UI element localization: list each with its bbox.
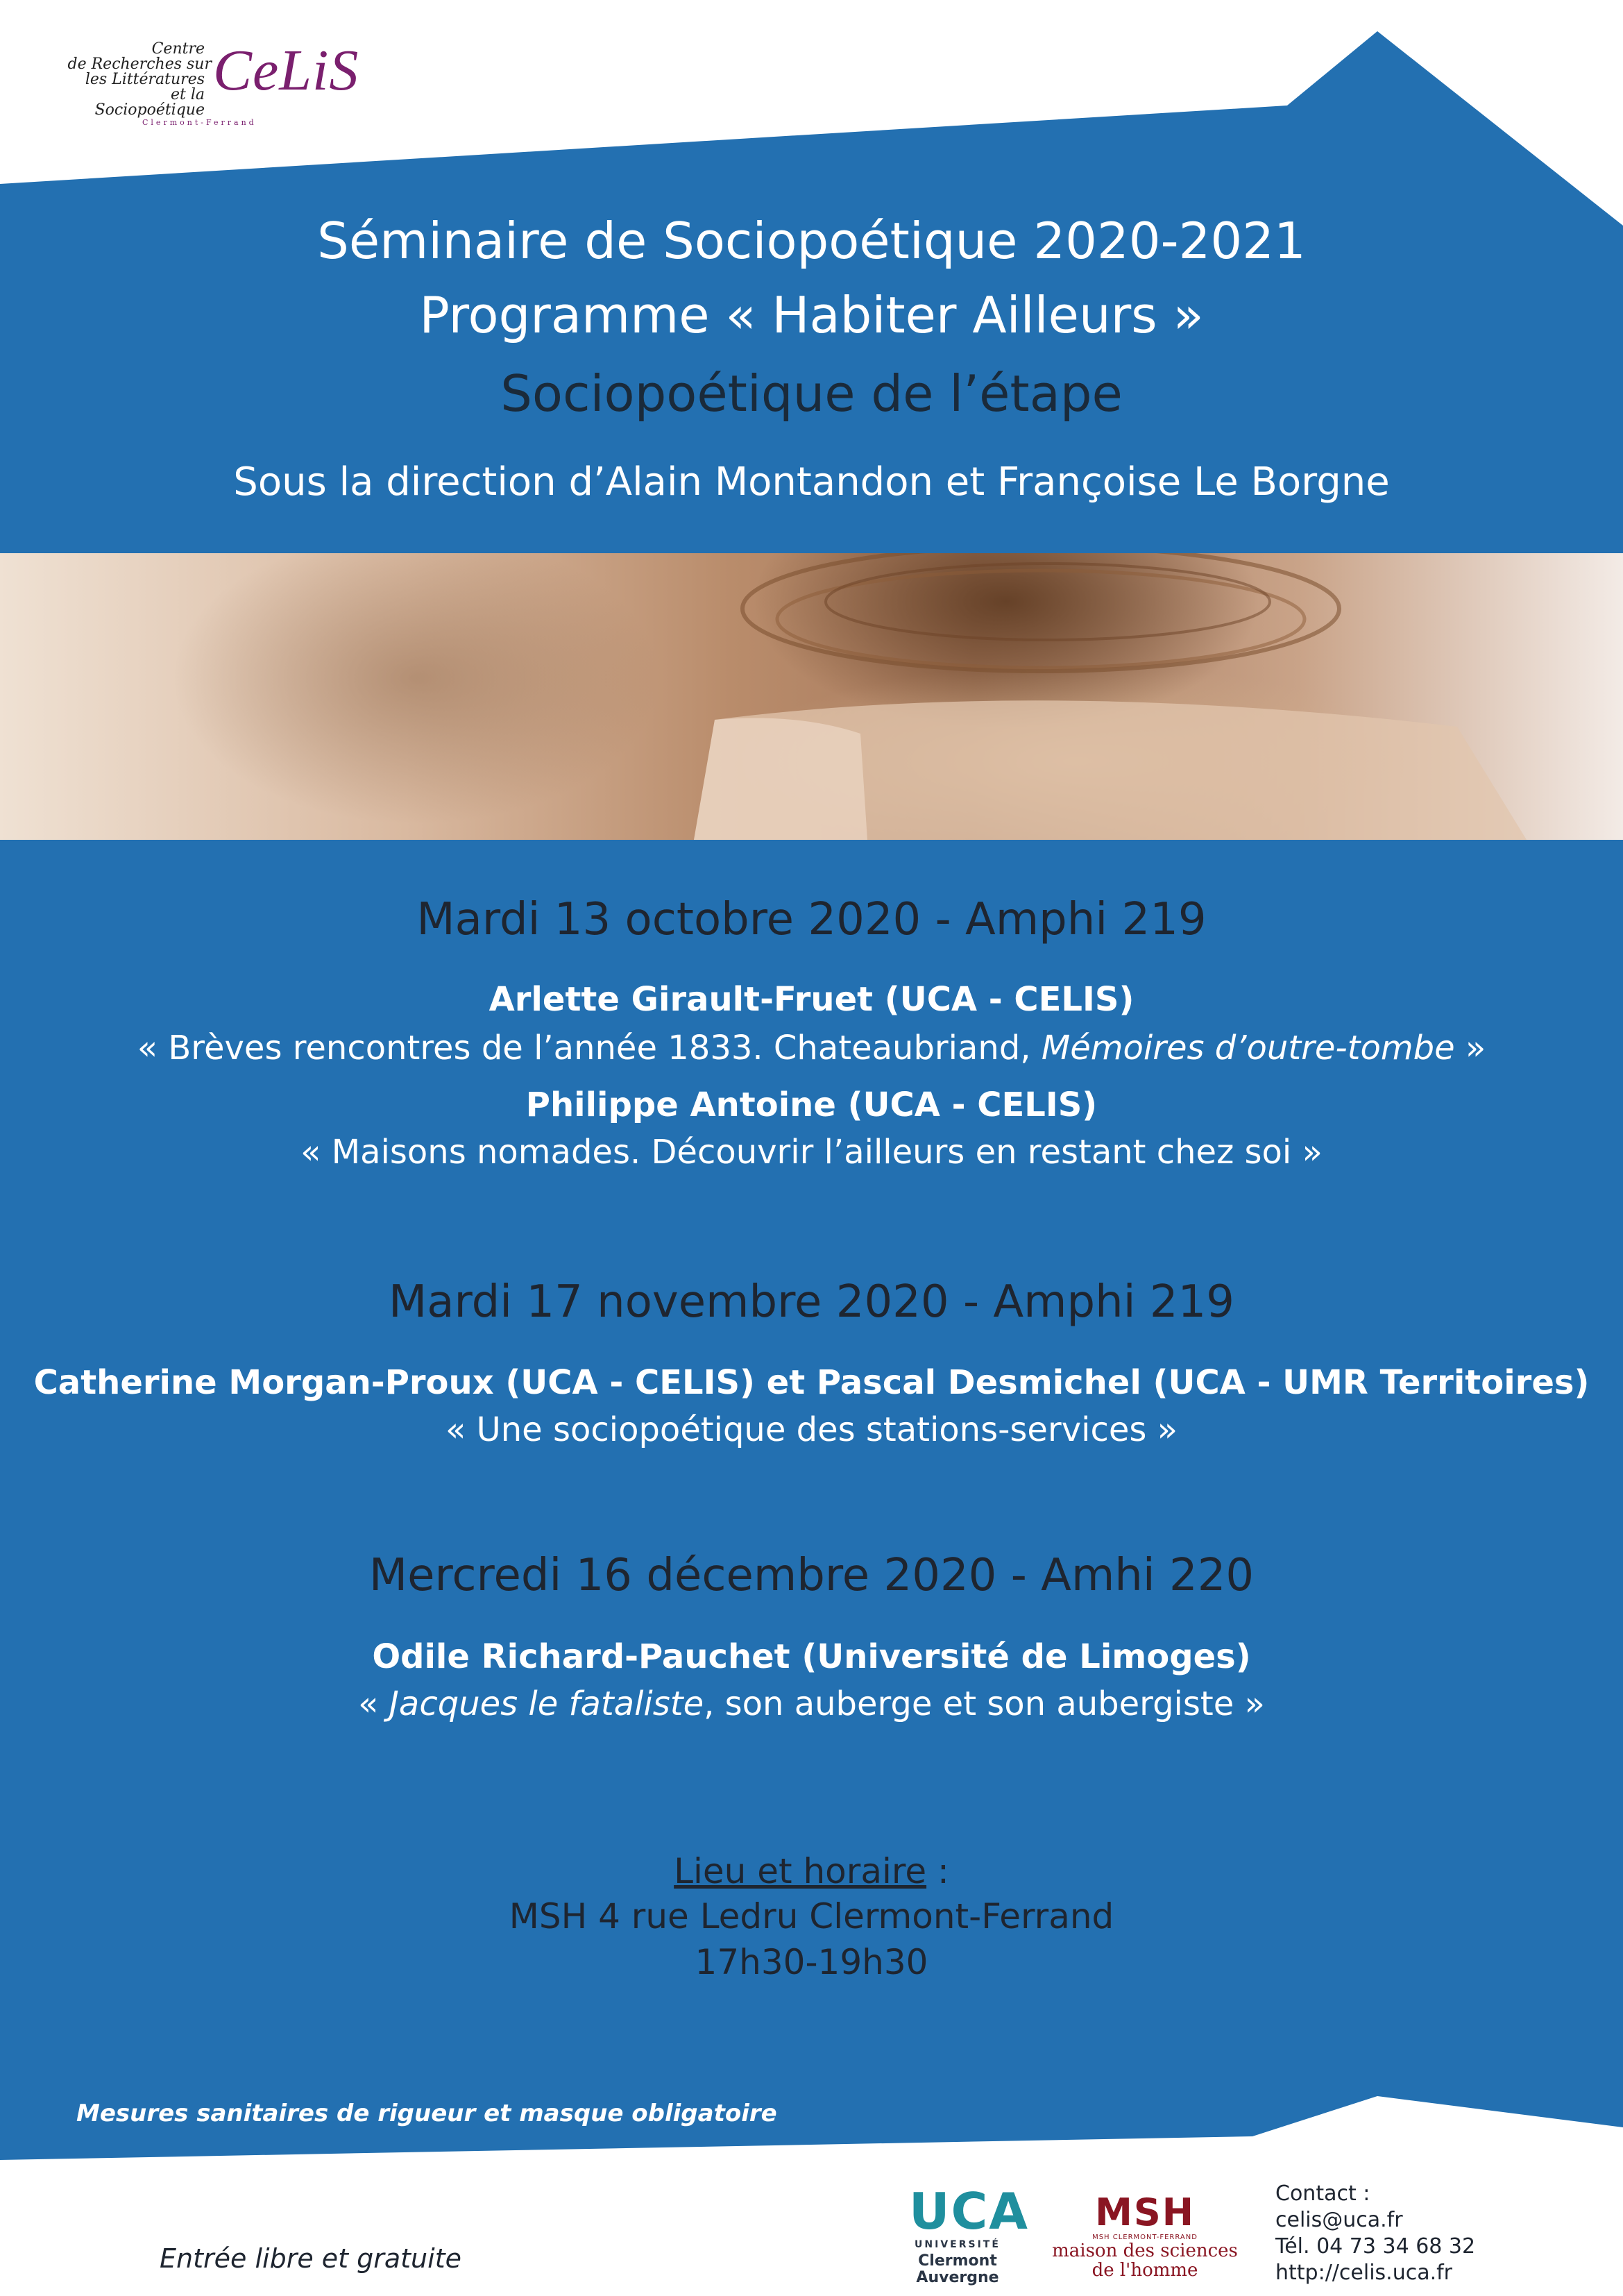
logo-city: Clermont-Ferrand xyxy=(142,118,257,127)
program-title: Programme « Habiter Ailleurs » xyxy=(419,286,1204,344)
msh-line-1: maison des sciences xyxy=(1052,2240,1238,2261)
session-1-talk-2-title: « Maisons nomades. Découvrir l’ailleurs en restant chez soi » xyxy=(300,1133,1323,1172)
talk-title-work: Jacques le fataliste xyxy=(389,1685,704,1723)
venue-address: MSH 4 rue Ledru Clermont-Ferrand xyxy=(509,1896,1114,1936)
venue-colon: : xyxy=(926,1851,949,1891)
talk-title-open: « xyxy=(358,1685,389,1723)
session-3-talk-1-title xyxy=(0,1683,1623,1725)
uca-line-2: Clermont xyxy=(918,2252,997,2270)
session-3-speaker-1: Odile Richard-Pauchet (Université de Limoges) xyxy=(372,1637,1251,1676)
msh-mark: MSH xyxy=(1095,2191,1195,2234)
logo-line-1: Centre xyxy=(151,40,205,58)
talk-title-close: » xyxy=(1454,1029,1486,1067)
session-2-speaker-1: Catherine Morgan-Proux (UCA - CELIS) et Pascal Desmichel (UCA - UMR Territoires) xyxy=(33,1363,1590,1402)
header-photo xyxy=(0,553,1623,840)
nest-illustration xyxy=(0,553,1623,840)
talk-title-text: , son auberge et son aubergiste » xyxy=(704,1685,1265,1723)
msh-line-2: de l'homme xyxy=(1091,2260,1198,2281)
theme-title: Sociopoétique de l’étape xyxy=(500,364,1123,423)
uca-mark: UCA xyxy=(909,2182,1030,2240)
logo-line-4: et la Sociopoétique xyxy=(94,86,205,119)
session-2-talk-1-title: « Une sociopoétique des stations-services » xyxy=(445,1410,1178,1449)
contact-block xyxy=(1275,2181,1484,2286)
uca-logo xyxy=(909,2182,1030,2290)
venue-heading xyxy=(0,1850,1623,1893)
session-1-speaker-2: Philippe Antoine (UCA - CELIS) xyxy=(525,1086,1098,1124)
msh-logo xyxy=(1048,2192,1242,2293)
uca-line-3: Auvergne xyxy=(916,2269,999,2286)
venue-hours: 17h30-19h30 xyxy=(695,1942,928,1982)
session-1-speaker-1: Arlette Girault-Fruet (UCA - CELIS) xyxy=(488,980,1135,1019)
venue-label: Lieu et horaire xyxy=(674,1851,927,1891)
contact-url[interactable]: http://celis.uca.fr xyxy=(1275,2261,1453,2285)
direction-line: Sous la direction d’Alain Montandon et Françoise Le Borgne xyxy=(233,459,1390,505)
logo-line-3: les Littératures xyxy=(85,71,205,88)
talk-title-work: Mémoires d’outre-tombe xyxy=(1041,1029,1455,1067)
logo-brand: CeLiS xyxy=(213,38,359,103)
seminar-title: Séminaire de Sociopoétique 2020-2021 xyxy=(317,212,1306,270)
session-1-talk-1-title xyxy=(0,1027,1623,1069)
contact-label: Contact : xyxy=(1275,2181,1370,2206)
session-3-date: Mercredi 16 décembre 2020 - Amhi 220 xyxy=(368,1550,1255,1601)
celis-logo xyxy=(66,35,357,146)
sanitary-notice: Mesures sanitaires de rigueur et masque obligatoire xyxy=(76,2100,777,2127)
logo-line-2: de Recherches sur xyxy=(67,56,212,73)
talk-title-text: « Brèves rencontres de l’année 1833. Chateaubriand, xyxy=(137,1029,1042,1067)
session-1-date: Mardi 13 octobre 2020 - Amphi 219 xyxy=(416,894,1207,945)
contact-phone: Tél. 04 73 34 68 32 xyxy=(1275,2234,1476,2259)
msh-small: MSH CLERMONT-FERRAND xyxy=(1092,2234,1198,2241)
contact-email[interactable]: celis@uca.fr xyxy=(1275,2208,1403,2232)
entry-notice: Entrée libre et gratuite xyxy=(160,2243,461,2274)
session-2-date: Mardi 17 novembre 2020 - Amphi 219 xyxy=(389,1276,1234,1328)
uca-line-1: UNIVERSITÉ xyxy=(915,2239,1001,2250)
